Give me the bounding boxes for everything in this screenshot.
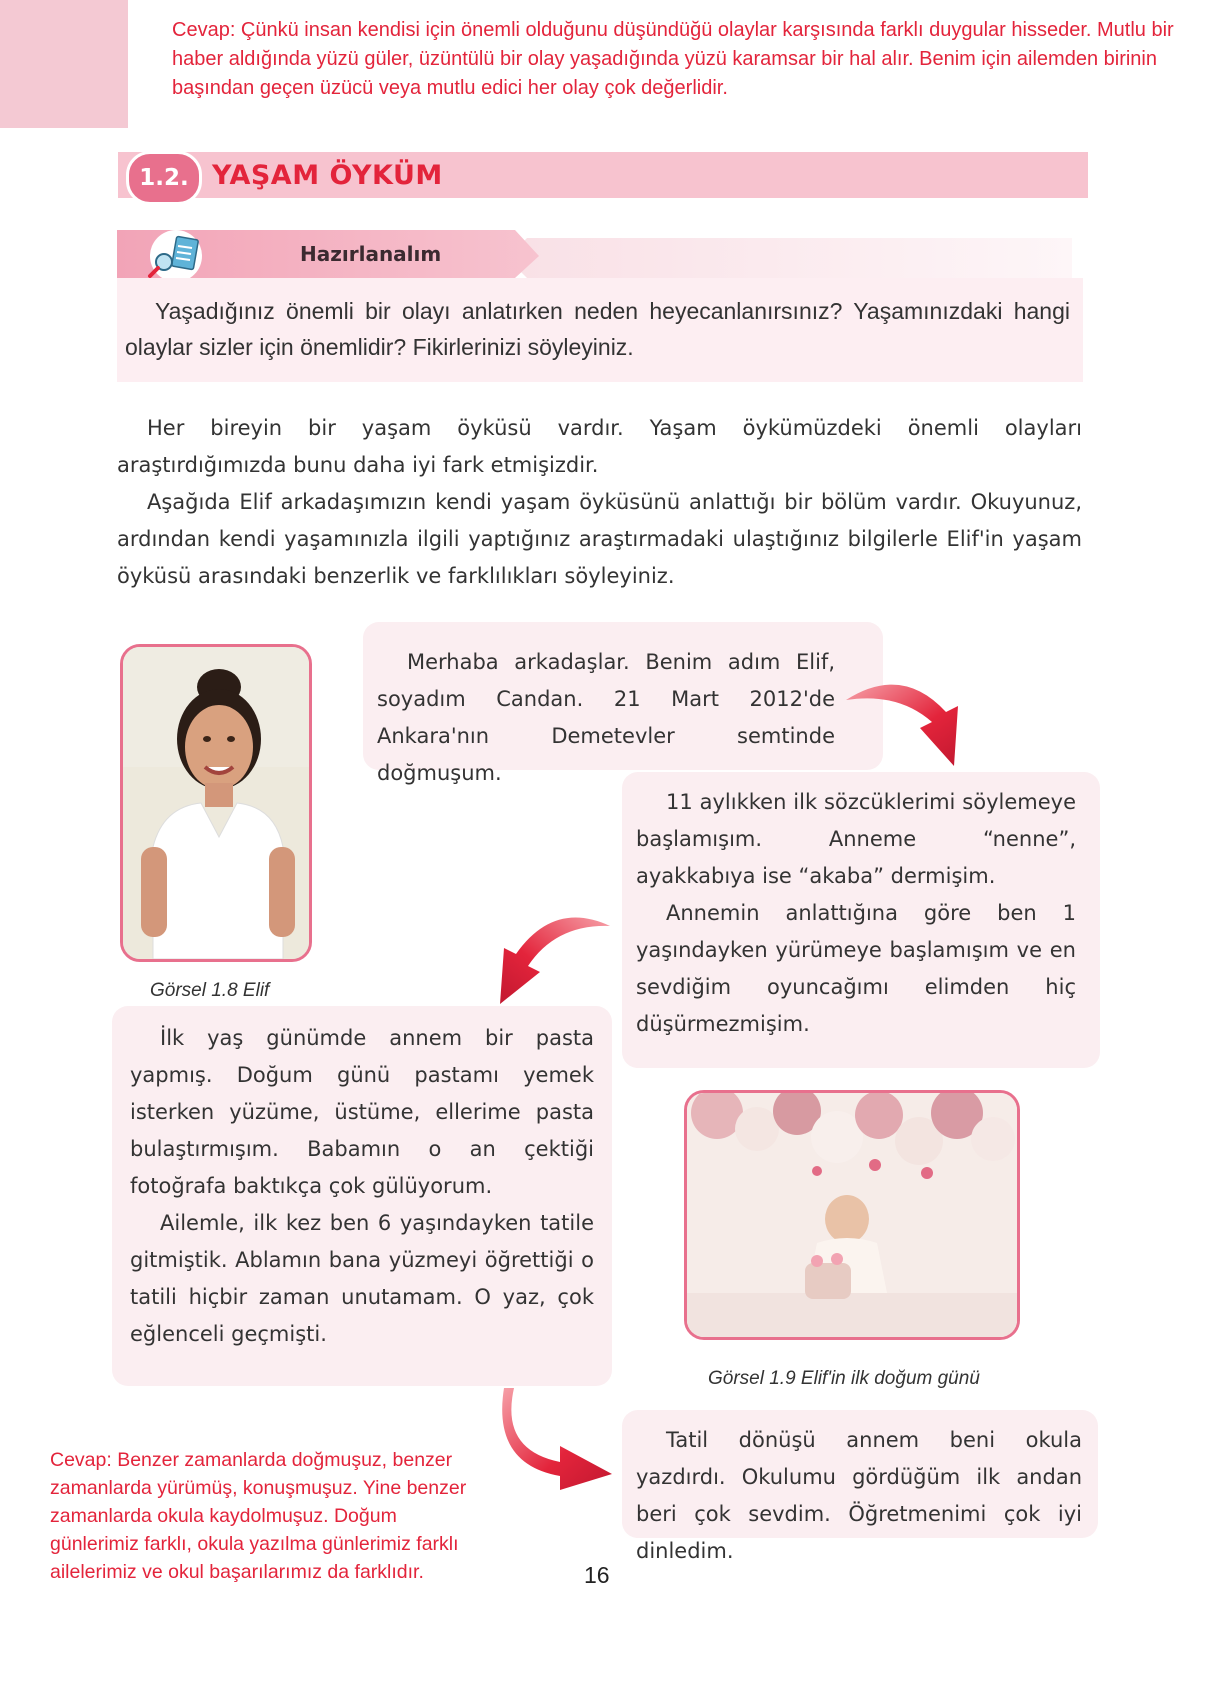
prep-label: Hazırlanalım (300, 242, 442, 266)
page-number: 16 (584, 1562, 610, 1588)
prep-text: Yaşadığınız önemli bir olayı anlatırken neden heyecanlanırsınız? Yaşamınızdaki hangi olaylar sizler için önemlidir? Fikirlerinizi söyleyiniz. (125, 298, 1070, 360)
intro-paragraph-1: Her bireyin bir yaşam öyküsü vardır. Yaşam öykümüzdeki önemli olayları araştırdığımızda bunu daha iyi fark etmişizdir. (117, 416, 1082, 477)
curved-arrow-1 (842, 670, 982, 770)
section-title: YAŞAM ÖYKÜM (212, 160, 443, 191)
section-number: 1.2. (126, 151, 202, 205)
bubble-2-text (636, 784, 1076, 1043)
bubble-2-paragraph-2: Annemin anlattığına göre ben 1 yaşındayken yürümeye başlamışım ve en sevdiğim oyuncağımı elimden hiç düşürmezmişim. (636, 901, 1076, 1036)
bubble-1-paragraph: Merhaba arkadaşlar. Benim adım Elif, soyadım Candan. 21 Mart 2012'de Ankara'nın Demetevler semtinde doğmuşum. (377, 650, 835, 785)
curved-arrow-2 (484, 904, 614, 1004)
elif-photo (120, 644, 312, 962)
bottom-answer: Cevap: Benzer zamanlarda doğmuşuz, benzer zamanlarda yürümüş, konuşmuşuz. Yine benzer zamanlarda okula kaydolmuşuz. Doğum günlerimiz farklı, okula yazılma günlerimiz farklı ailelerimiz ve okul başarılarımız da farklıdır. (50, 1449, 467, 1583)
photo-1-caption: Görsel 1.8 Elif (150, 980, 270, 1001)
photo-2-caption: Görsel 1.9 Elif'in ilk doğum günü (708, 1368, 980, 1389)
bubble-3-paragraph-1: İlk yaş günümde annem bir pasta yapmış. Doğum günü pastamı yemek isterken yüzüme, üstüme, ellerime pasta bulaştırmışım. Babamın o an çektiği fotoğrafa baktıkça çok gülüyorum. (130, 1026, 594, 1198)
elif-portrait-illustration (123, 647, 309, 959)
bubble-2-paragraph-1: 11 aylıkken ilk sözcüklerimi söylemeye başlamışım. Anneme “nenne”, ayakkabıya ise “akaba” dermişim. (636, 790, 1076, 888)
top-answer: Cevap: Çünkü insan kendisi için önemli olduğunu düşündüğü olaylar karşısında farklı duygular hisseder. Mutlu bir haber aldığında yüzü güler, üzüntülü bir olay yaşadığında yüzü karamsar bir hal alır. Benim için ailemden birinin başından geçen üzücü veya mutlu edici her olay çok değerlidir. (172, 19, 1174, 99)
prep-banner (117, 228, 1083, 284)
prep-icon (134, 228, 210, 284)
birthday-illustration (687, 1093, 1017, 1337)
bubble-4-text (636, 1422, 1082, 1570)
intro-paragraph-2: Aşağıda Elif arkadaşımızın kendi yaşam öyküsünü anlattığı bir bölüm vardır. Okuyunuz, ardından kendi yaşamınızla ilgili yaptığınız araştırmadaki ulaştığınız bilgilerle Elif'in yaşam öyküsü arasındaki benzerlik ve farklılıkları söyleyiniz. (117, 490, 1082, 588)
bubble-3-paragraph-2: Ailemle, ilk kez ben 6 yaşındayken tatile gitmiştik. Ablamın bana yüzmeyi öğrettiği o tatili hiçbir zaman unutamam. O yaz, çok eğlenceli geçmişti. (130, 1211, 594, 1346)
curved-arrow-3 (500, 1384, 620, 1494)
bubble-3-text (130, 1020, 594, 1353)
corner-decoration (0, 0, 128, 128)
bubble-4-paragraph: Tatil dönüşü annem beni okula yazdırdı. Okulumu gördüğüm ilk andan beri çok sevdim. Öğretmenimi çok iyi dinledim. (636, 1428, 1082, 1563)
bubble-1-text (377, 644, 835, 792)
birthday-photo (684, 1090, 1020, 1340)
